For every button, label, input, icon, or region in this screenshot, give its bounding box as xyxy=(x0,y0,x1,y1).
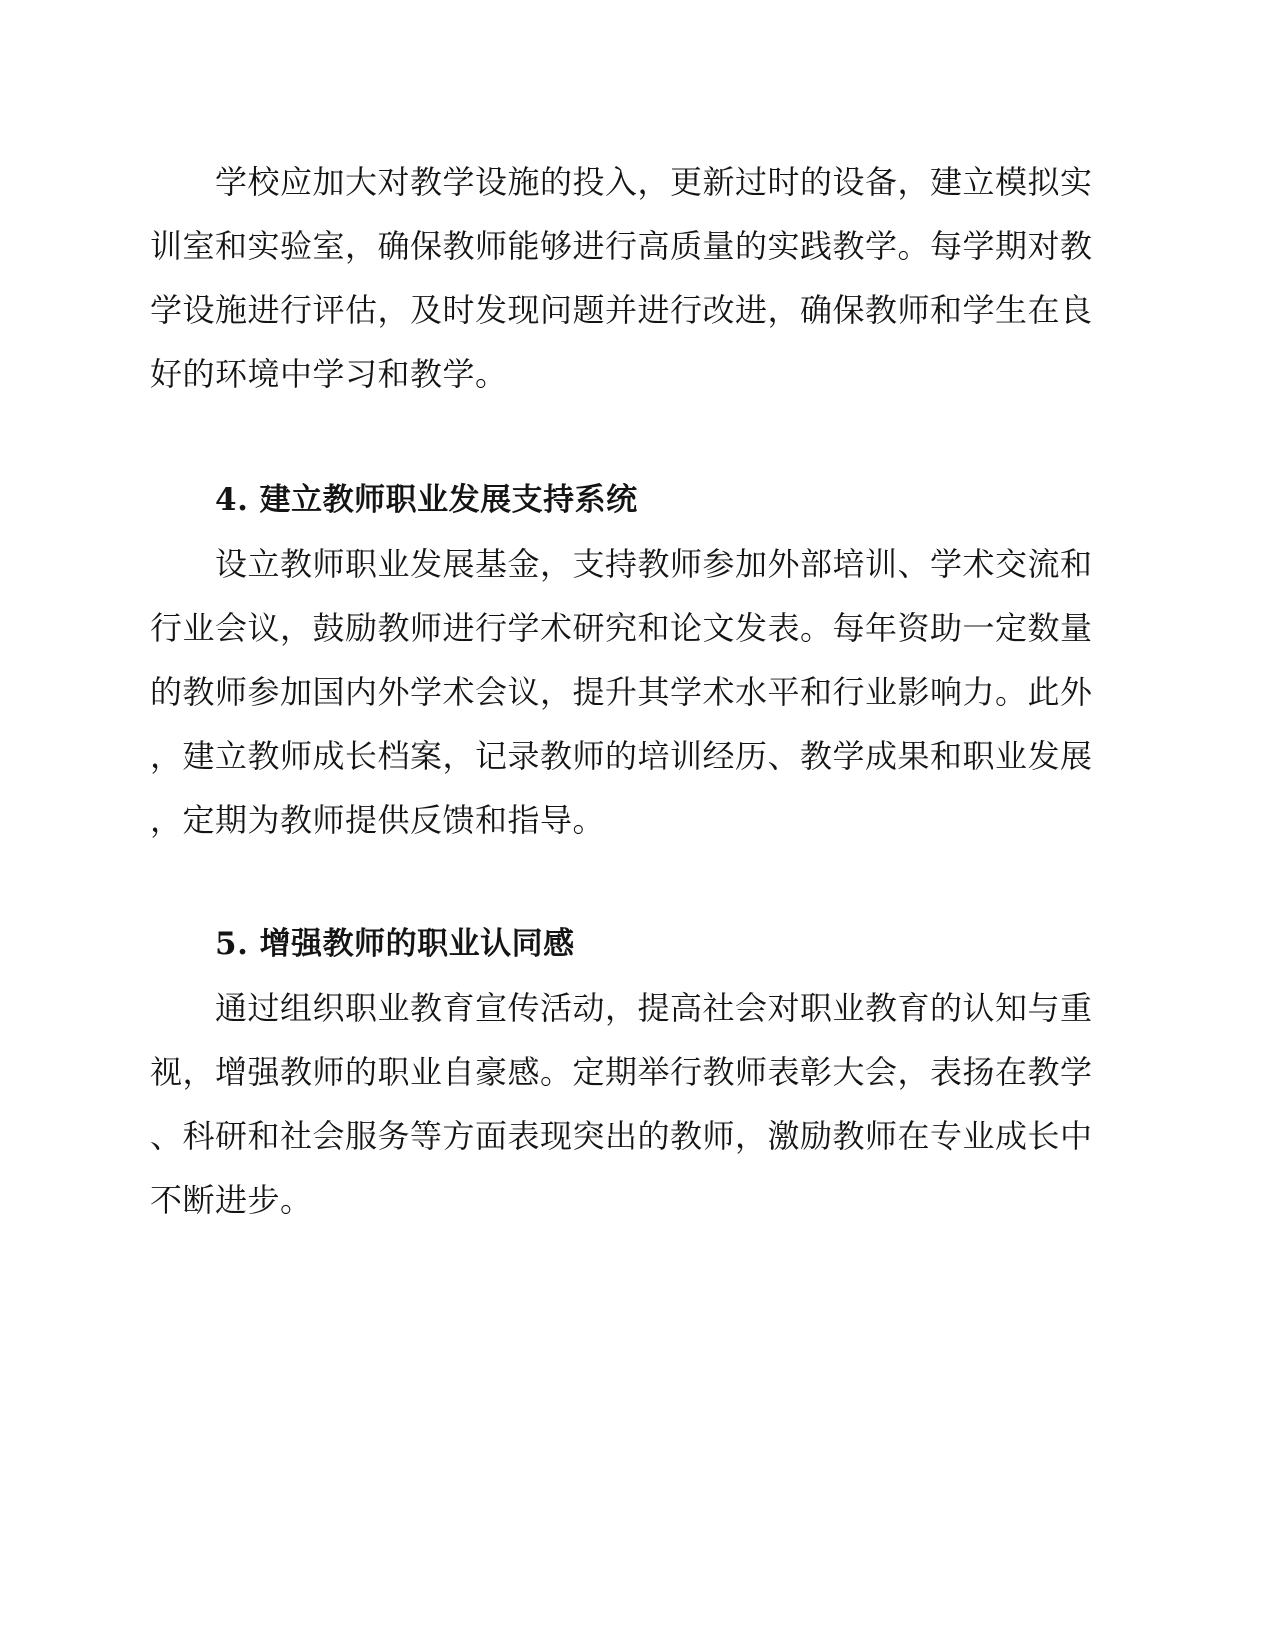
paragraph-line: 好的环境中学习和教学。 xyxy=(150,355,508,393)
paragraph-line: 学设施进行评估，及时发现问题并进行改进，确保教师和学生在良 xyxy=(150,291,1093,329)
paragraph-line: 训室和实验室，确保教师能够进行高质量的实践教学。每学期对教 xyxy=(150,227,1093,265)
paragraph-line: ，建立教师成长档案，记录教师的培训经历、教学成果和职业发展 xyxy=(150,737,1093,775)
paragraph-line: 不断进步。 xyxy=(150,1181,313,1219)
section-heading: 4. 建立教师职业发展支持系统 xyxy=(215,482,638,518)
paragraph-line: 设立教师职业发展基金，支持教师参加外部培训、学术交流和 xyxy=(215,545,1093,583)
paragraph-line: 行业会议，鼓励教师进行学术研究和论文发表。每年资助一定数量 xyxy=(150,609,1093,647)
paragraph-line: ，定期为教师提供反馈和指导。 xyxy=(150,801,606,839)
section-heading: 5. 增强教师的职业认同感 xyxy=(215,926,575,962)
paragraph-line: 视，增强教师的职业自豪感。定期举行教师表彰大会，表扬在教学 xyxy=(150,1053,1093,1091)
paragraph-line: 通过组织职业教育宣传活动，提高社会对职业教育的认知与重 xyxy=(215,989,1093,1027)
paragraph-line: 、科研和社会服务等方面表现突出的教师，激励教师在专业成长中 xyxy=(150,1117,1093,1155)
paragraph-line: 的教师参加国内外学术会议，提升其学术水平和行业影响力。此外 xyxy=(150,673,1093,711)
paragraph-line: 学校应加大对教学设施的投入，更新过时的设备，建立模拟实 xyxy=(215,163,1093,201)
